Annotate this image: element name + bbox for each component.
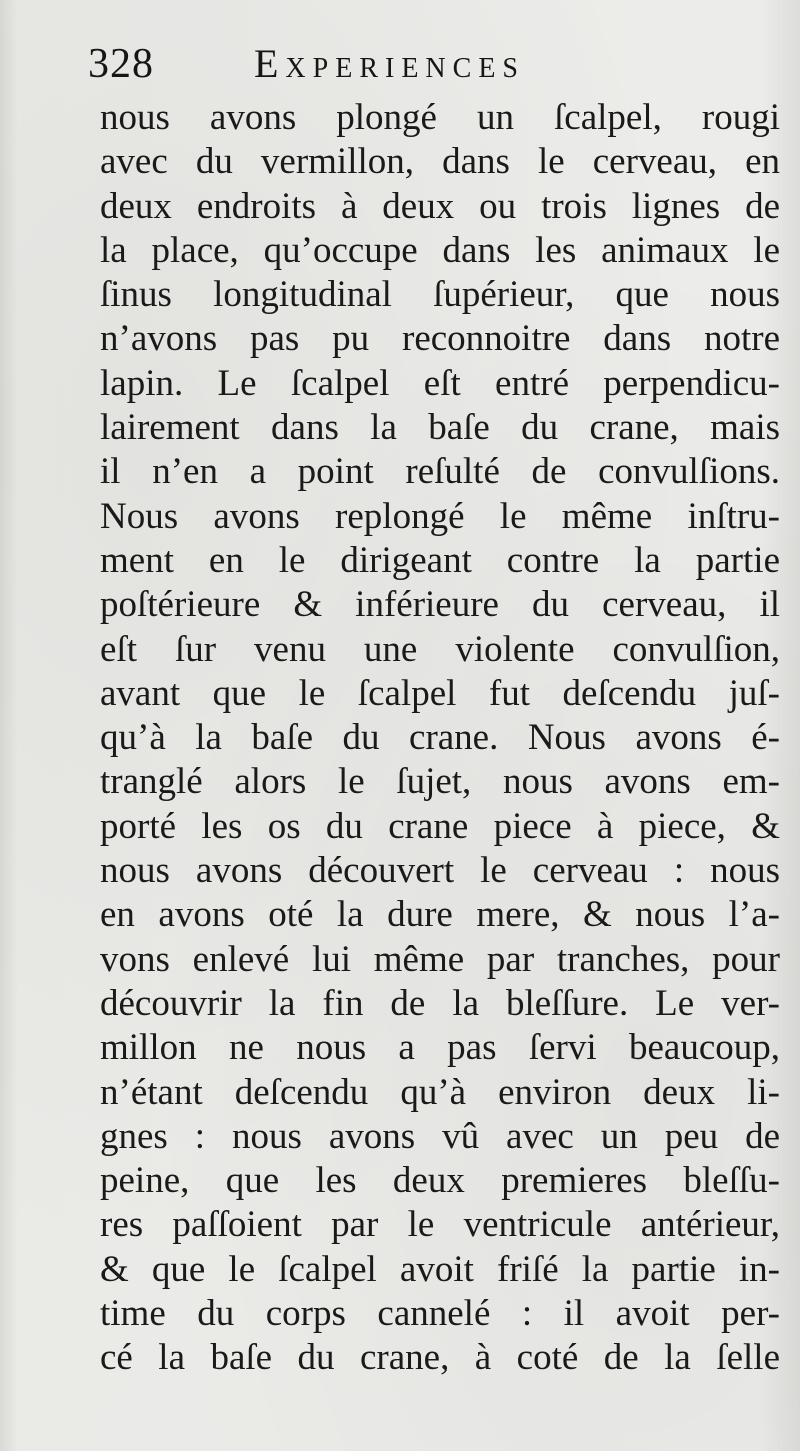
text-line: qu’à la baſe du crane. Nous avons é- (100, 717, 780, 759)
text-line: Nous avons replongé le même inſtru- (100, 495, 780, 537)
text-line: millon ne nous a pas ſervi beaucoup, (100, 1027, 780, 1069)
body-text (100, 96, 780, 1381)
text-line: vons enlevé lui même par tranches, pour (100, 938, 780, 980)
text-line: peine, que les deux premieres bleſſu- (100, 1160, 780, 1202)
text-line: gnes : nous avons vû avec un peu de (100, 1115, 780, 1157)
text-line: poſtérieure & inférieure du cerveau, il (100, 584, 780, 626)
running-head: Experiences (254, 41, 526, 86)
text-line: n’avons pas pu reconnoitre dans notre (100, 318, 780, 360)
text-line: ment en le dirigeant contre la partie (100, 539, 780, 581)
page-number: 328 (88, 41, 154, 87)
text-line: lapin. Le ſcalpel eſt entré perpendicu- (100, 362, 780, 404)
text-line: nous avons plongé un ſcalpel, rougi (100, 97, 780, 138)
text-line: eſt ſur venu une violente convulſion, (100, 628, 780, 670)
text-line: avec du vermillon, dans le cerveau, en (100, 141, 780, 183)
text-line: cé la baſe du crane, à coté de la ſelle (100, 1337, 780, 1379)
text-line: time du corps cannelé : il avoit per- (100, 1293, 780, 1335)
text-line: & que le ſcalpel avoit friſé la partie in- (100, 1248, 780, 1290)
text-line: ſinus longitudinal ſupérieur, que nous (100, 274, 780, 316)
text-line: tranglé alors le ſujet, nous avons em- (100, 761, 780, 803)
text-line: avant que le ſcalpel fut deſcendu juſ- (100, 672, 780, 714)
text-line: il n’en a point reſulté de convulſions. (100, 451, 780, 493)
text-line: lairement dans la baſe du crane, mais (100, 407, 780, 449)
text-line: res paſſoient par le ventricule antérieur, (100, 1204, 780, 1246)
text-line: la place, qu’occupe dans les animaux le (100, 229, 780, 271)
text-line: découvrir la fin de la bleſſure. Le ver- (100, 982, 780, 1024)
page-header (88, 36, 768, 100)
text-line: nous avons découvert le cerveau : nous (100, 850, 780, 892)
text-line: porté les os du crane piece à piece, & (100, 805, 780, 847)
text-line: n’étant deſcendu qu’à environ deux li- (100, 1071, 780, 1113)
text-line: deux endroits à deux ou trois lignes de (100, 185, 780, 227)
text-line: en avons oté la dure mere, & nous l’a- (100, 894, 780, 936)
